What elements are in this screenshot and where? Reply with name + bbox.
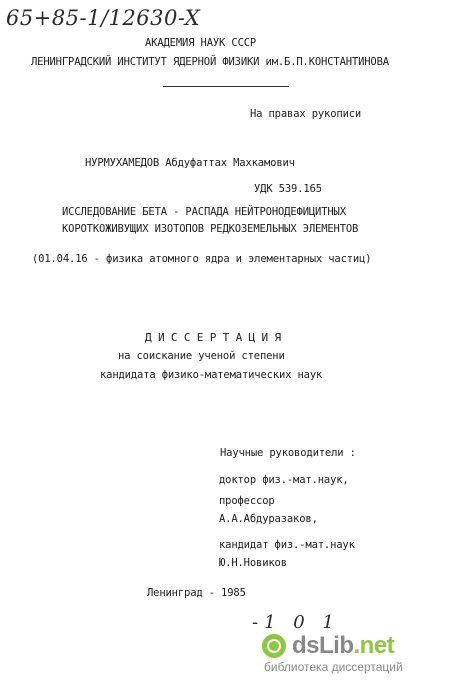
supervisor-1-degree: доктор физ.-мат.наук,	[219, 474, 349, 486]
dslib-brand[interactable]	[292, 632, 394, 660]
supervisor-1-rank: профессор	[219, 495, 275, 507]
handwritten-bottom-mark: -1 0 1	[252, 612, 340, 633]
dslib-logo-icon	[262, 634, 286, 658]
supervisor-2-degree: кандидат физ.-мат.наук	[219, 539, 355, 551]
place-year: Ленинград - 1985	[147, 587, 246, 599]
dissertation-line-1: на соискание ученой степени	[118, 350, 285, 362]
dslib-brand-suffix: .net	[353, 632, 395, 659]
dissertation-heading: Д И С С Е Р Т А Ц И Я	[145, 331, 281, 344]
title-line-1: ИССЛЕДОВАНИЕ БЕТА - РАСПАДА НЕЙТРОНОДЕФИЦИТНЫХ	[62, 206, 346, 218]
supervisor-2-name: Ю.Н.Новиков	[219, 557, 287, 569]
dissertation-line-2: кандидата физико-математических наук	[100, 369, 323, 381]
institute-heading: ЛЕНИНГРАДСКИЙ ИНСТИТУТ ЯДЕРНОЙ ФИЗИКИ им.Б.П.КОНСТАНТИНОВА	[31, 56, 389, 68]
specialty-code: (01.04.16 - физика атомного ядра и элементарных частиц)	[32, 253, 372, 265]
header-divider	[163, 86, 289, 87]
udk-code: УДК 539.165	[254, 183, 322, 195]
rights-notice: На правах рукописи	[250, 108, 362, 120]
title-line-2: КОРОТКОЖИВУЩИХ ИЗОТОПОВ РЕДКОЗЕМЕЛЬНЫХ ЭЛЕМЕНТОВ	[62, 223, 359, 235]
academy-heading: АКАДЕМИЯ НАУК СССР	[145, 37, 257, 49]
author-name: НУРМУХАМЕДОВ Абдуфаттах Махкамович	[85, 157, 295, 169]
handwritten-archive-mark: 65+85-1/12630-X	[6, 6, 201, 30]
supervisor-1-name: А.А.Абдуразаков,	[219, 513, 318, 525]
dslib-brand-main: dsLib	[292, 632, 354, 659]
supervisors-heading: Научные руководители :	[220, 447, 356, 459]
dslib-subtitle: библиотека диссертаций	[264, 660, 403, 674]
